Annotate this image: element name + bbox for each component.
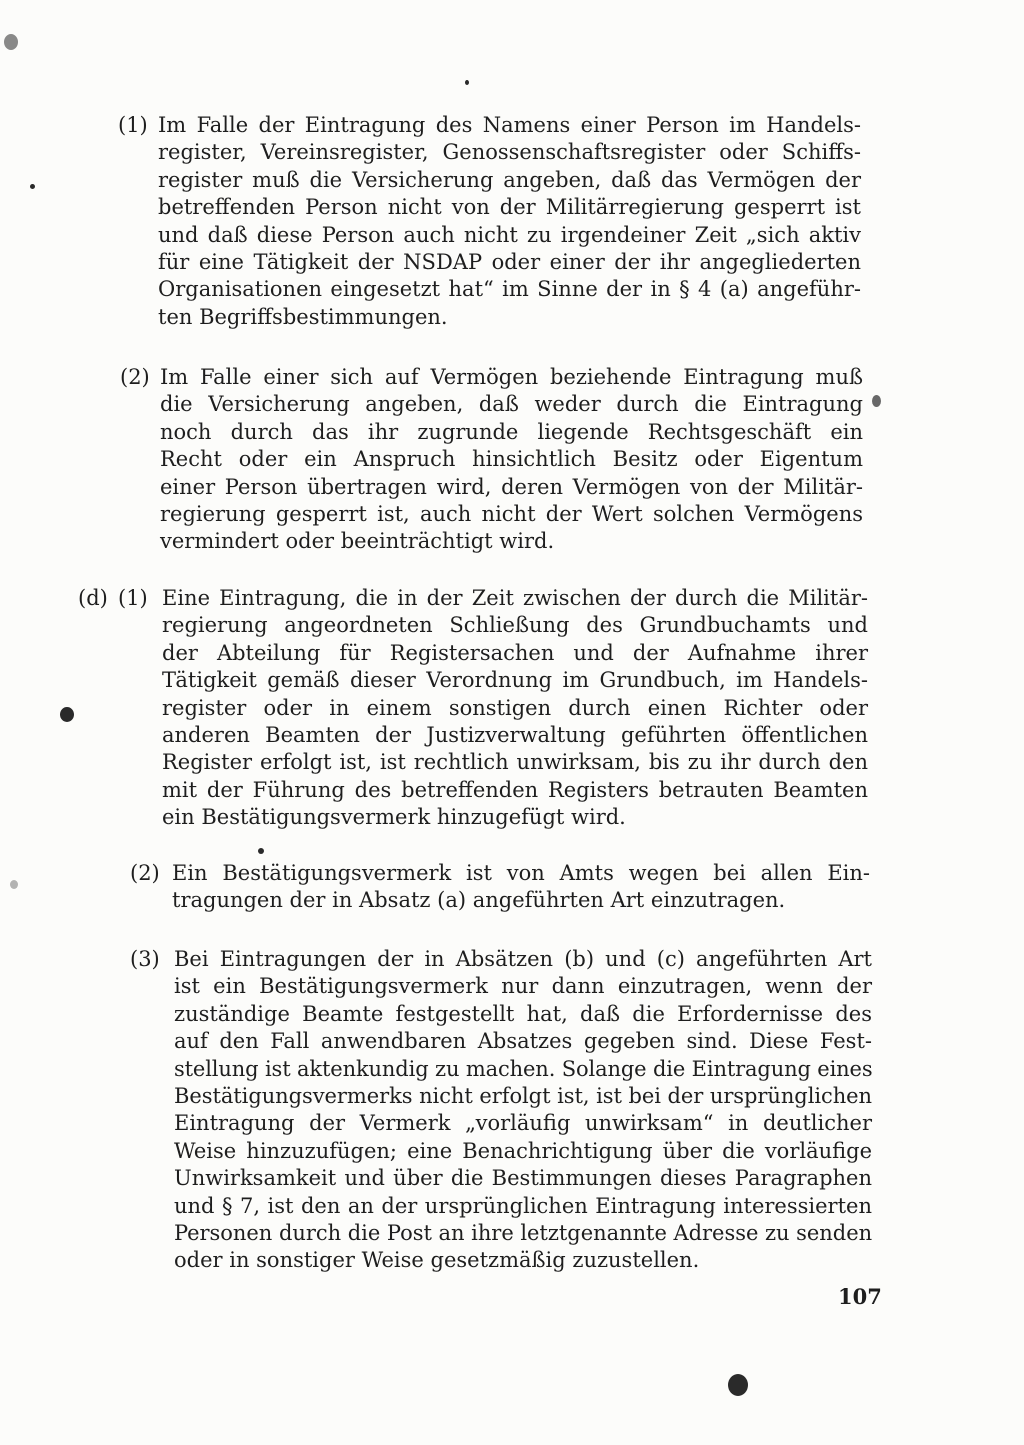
text-line: und daß diese Person auch nicht zu irgendeiner Zeit „sich aktiv [158,222,861,247]
clause-c1 [118,112,861,331]
text-line: betreffenden Person nicht von der Militärregierung gesperrt ist [158,195,861,220]
text-line: Tätigkeit gemäß dieser Verordnung im Grundbuch, im Handels- [162,668,868,693]
clause-label: (3) [130,947,160,971]
text-line: Ein Bestätigungsvermerk ist von Amts wegen bei allen Ein- [172,861,870,885]
text-line: tragungen der in Absatz (a) angeführten Art einzutragen. [172,888,786,913]
text-line: stellung ist aktenkundig zu machen. Solange die Eintragung eines [174,1056,873,1081]
text-line: Eintragung der Vermerk „vorläufig unwirksam“ in deutlicher [174,1111,872,1136]
scan-speck [258,848,264,854]
scan-speck [10,880,18,889]
scan-speck [872,395,881,407]
clause-label: (2) [120,365,150,389]
text-line: die Versicherung angeben, daß weder durch die Eintragung [160,392,863,417]
scan-speck [30,184,35,189]
scan-speck [728,1374,748,1396]
clause-d3 [130,946,873,1275]
text-line: regierung gesperrt ist, auch nicht der Wert solchen Vermögens [160,502,863,527]
text-line: Recht oder ein Anspruch hinsichtlich Besitz oder Eigentum [160,447,863,472]
text-line: der Abteilung für Registersachen und der Aufnahme ihrer [162,640,868,665]
text-line: noch durch das ihr zugrunde liegende Rechtsgeschäft ein [160,419,863,444]
text-line: zuständige Beamte festgestellt hat, daß die Erfordernisse des [174,1001,872,1026]
text-line: und § 7, ist den an der ursprünglichen Eintragung interessierten [174,1193,872,1218]
text-line: Register erfolgt ist, ist rechtlich unwirksam, bis zu ihr durch den [162,750,868,775]
text-line: mit der Führung des betreffenden Registers betrauten Beamten [162,777,868,802]
text-line: einer Person übertragen wird, deren Vermögen von der Militär- [160,474,863,499]
text-line: Weise hinzuzufügen; eine Benachrichtigung über die vorläufige [174,1138,872,1163]
text-line: Eine Eintragung, die in der Zeit zwischen der durch die Militär- [162,586,868,610]
text-line: vermindert oder beeinträchtigt wird. [160,529,555,554]
section-label: (d) [78,586,108,610]
text-line: Unwirksamkeit und über die Bestimmungen dieses Paragraphen [174,1166,872,1191]
text-line: anderen Beamten der Justizverwaltung geführten öffentlichen [162,723,868,748]
scan-speck [4,34,18,50]
scan-speck [465,80,469,85]
text-line: Bei Eintragungen der in Absätzen (b) und (c) angeführten Art [174,947,872,971]
page-number: 107 [838,1284,882,1309]
text-line: ten Begriffsbestimmungen. [158,304,448,329]
text-line: ist ein Bestätigungsvermerk nur dann einzutragen, wenn der [174,974,872,999]
clause-label: (1) [118,113,148,137]
text-line: register muß die Versicherung angeben, daß das Vermögen der [158,167,861,192]
text-line: Bestätigungsvermerks nicht erfolgt ist, ist bei der ursprünglichen [174,1084,872,1109]
text-line: register, Vereinsregister, Genossenschaftsregister oder Schiffs- [158,140,861,165]
clause-label: (1) [118,586,148,610]
text-line: register oder in einem sonstigen durch einen Richter oder [162,695,868,720]
clause-d1 [78,585,868,832]
text-line: Im Falle der Eintragung des Namens einer Person im Handels- [158,113,861,137]
text-line: für eine Tätigkeit der NSDAP oder einer der ihr angegliederten [158,250,861,275]
clause-label: (2) [130,861,160,885]
text-line: oder in sonstiger Weise gesetzmäßig zuzustellen. [174,1248,700,1273]
text-line: Organisationen eingesetzt hat“ im Sinne der in § 4 (a) angeführ- [158,277,861,302]
text-line: auf den Fall anwendbaren Absatzes gegeben sind. Diese Fest- [174,1029,872,1054]
clause-c2 [120,364,863,556]
text-line: Personen durch die Post an ihre letztgenannte Adresse zu senden [174,1221,873,1246]
scan-speck [60,707,74,722]
text-line: ein Bestätigungsvermerk hinzugefügt wird. [162,805,626,830]
text-line: regierung angeordneten Schließung des Grundbuchamts und [162,613,868,638]
clause-d2 [130,860,870,915]
text-line: Im Falle einer sich auf Vermögen beziehende Eintragung muß [160,365,863,389]
